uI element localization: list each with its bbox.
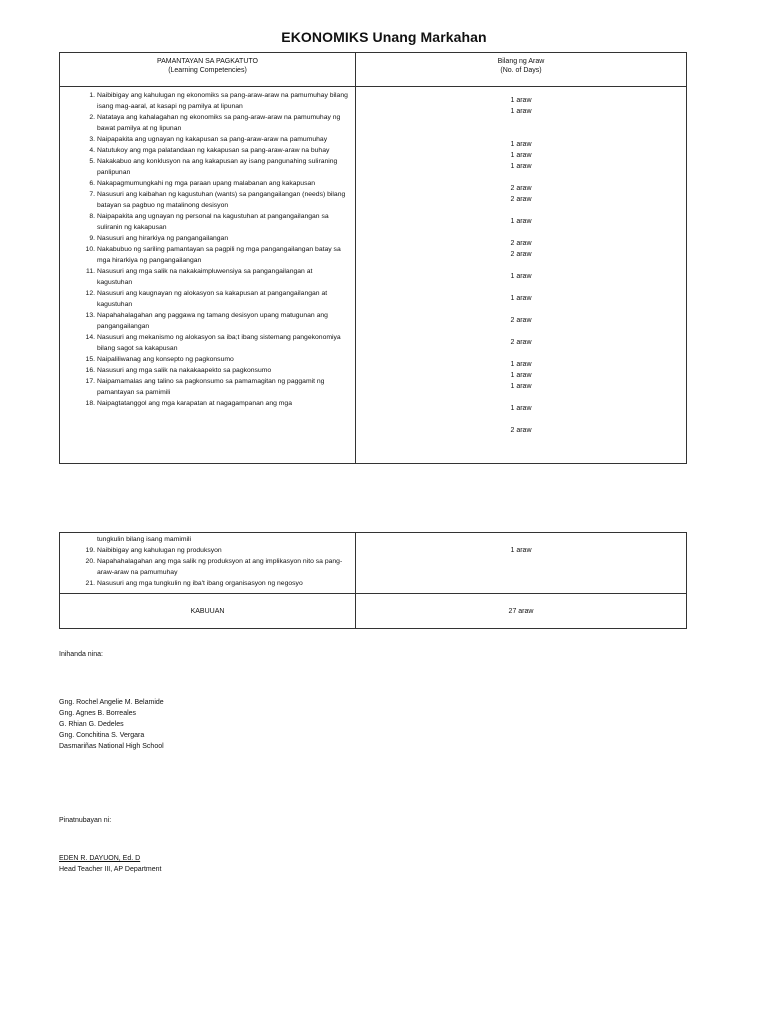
competencies-header-label: PAMANTAYAN SA PAGKATUTO bbox=[156, 58, 258, 65]
days-value: 1 araw bbox=[510, 141, 532, 148]
competency-item bbox=[60, 288, 355, 310]
competency-text: Nasusuri ang mekanismo ng alokasyon sa iba;t ibang sistemang pangekonomiya bilang sagot sa kakapusan bbox=[97, 334, 341, 352]
competencies-cell bbox=[60, 87, 356, 464]
preparers-list bbox=[59, 697, 164, 752]
days-value: 1 araw bbox=[510, 295, 532, 302]
prepared-label: Inihanda nina: bbox=[59, 651, 103, 658]
page-title: EKONOMIKS Unang Markahan bbox=[281, 29, 487, 45]
days-header-sub: (No. of Days) bbox=[500, 67, 542, 74]
competencies-header bbox=[60, 53, 356, 87]
competency-text: Nakakabuo ang konklusyon na ang kakapusan ay isang pangunahing suliraning panlipunan bbox=[97, 158, 338, 176]
competency-number: 1. bbox=[89, 92, 95, 99]
competency-text: Naipapakita ang ugnayan ng personal na kagustuhan at pangangailangan sa suliranin ng kakapusan bbox=[97, 213, 329, 231]
competency-item bbox=[60, 112, 355, 134]
days-header bbox=[356, 53, 687, 87]
days-value: 2 araw bbox=[510, 317, 532, 324]
days-value bbox=[356, 227, 686, 238]
competency-item bbox=[60, 578, 355, 589]
days-value bbox=[356, 348, 686, 359]
days-value bbox=[356, 128, 686, 139]
competency-number: 14. bbox=[85, 334, 95, 341]
preparer-name: G. Rhian G. Dedeles bbox=[59, 721, 124, 728]
competency-number: 3. bbox=[89, 136, 95, 143]
days-value bbox=[356, 172, 686, 183]
competency-text: Nakapagmumungkahi ng mga paraan upang malabanan ang kakapusan bbox=[97, 180, 316, 187]
days-value: 2 araw bbox=[510, 339, 532, 346]
competency-item bbox=[60, 534, 355, 545]
total-row bbox=[60, 594, 687, 629]
table-body-row bbox=[60, 87, 687, 464]
competencies-table-continued bbox=[59, 532, 687, 629]
days-value: 1 araw bbox=[510, 372, 532, 379]
competencies-table bbox=[59, 52, 687, 464]
competency-number: 19. bbox=[85, 547, 95, 554]
competency-text: Nakabubuo ng sariling pamantayan sa pagpili ng mga pangangailangan batay sa mga hirarkiya ng pangangailangan bbox=[97, 246, 341, 264]
competency-text: Nasusuri ang kaugnayan ng alokasyon sa kakapusan at pangangailangan at kagustuhan bbox=[97, 290, 328, 308]
days-value: 1 araw bbox=[510, 163, 532, 170]
competency-number: 13. bbox=[85, 312, 95, 319]
competency-number: 15. bbox=[85, 356, 95, 363]
competency-item bbox=[60, 365, 355, 376]
days-value: 1 araw bbox=[510, 97, 532, 104]
table-body-row bbox=[60, 533, 687, 594]
competency-number: 17. bbox=[85, 378, 95, 385]
competency-number: 6. bbox=[89, 180, 95, 187]
competency-number: 11. bbox=[86, 268, 95, 275]
total-label: KABUUAN bbox=[60, 594, 356, 629]
competency-item bbox=[60, 556, 355, 578]
preparer-name: Gng. Conchitina S. Vergara bbox=[59, 732, 145, 739]
competency-text: Naibibigay ang kahulugan ng ekonomiks sa pang-araw-araw na pamumuhay bilang isang mag-aaral, at kasapi ng pamilya at lipunan bbox=[97, 92, 348, 110]
competency-number: 5. bbox=[89, 158, 95, 165]
preparer-name: Gng. Agnes B. Borreales bbox=[59, 710, 137, 717]
days-list bbox=[356, 87, 686, 436]
competency-text: Napahahalagahan ang mga salik ng produksyon at ang implikasyon nito sa pang-araw-araw na pamumuhay bbox=[97, 558, 343, 576]
competency-number: 4. bbox=[89, 147, 95, 154]
days-value: 1 araw bbox=[510, 361, 532, 368]
competency-item bbox=[60, 90, 355, 112]
competency-item bbox=[60, 376, 355, 398]
competency-number: 2. bbox=[89, 114, 95, 121]
days-value: 1 araw bbox=[510, 152, 532, 159]
competency-text: Nasusuri ang hirarkiya ng pangangailangan bbox=[97, 235, 229, 242]
competency-text: Nasusuri ang mga salik na nakakaapekto sa pagkonsumo bbox=[97, 367, 272, 374]
competencies-list bbox=[60, 87, 355, 409]
days-value: 2 araw bbox=[510, 196, 532, 203]
days-value: 1 araw bbox=[510, 273, 532, 280]
competency-item bbox=[60, 189, 355, 211]
total-value: 27 araw bbox=[356, 594, 687, 629]
competency-item bbox=[60, 134, 355, 145]
days-value: 1 araw bbox=[510, 405, 532, 412]
competency-text: Nasusuri ang mga salik na nakakaimpluwensiya sa pangangailangan at kagustuhan bbox=[97, 268, 313, 286]
competency-item bbox=[60, 156, 355, 178]
competency-text: Naibibigay ang kahulugan ng produksyon bbox=[97, 547, 222, 554]
reviewed-label: Pinatnubayan ni: bbox=[59, 817, 112, 824]
competency-text: Natutukoy ang mga palatandaan ng kakapusan sa pang-araw-araw na buhay bbox=[97, 147, 330, 154]
competency-text: Napahahalagahan ang paggawa ng tamang desisyon upang matugunan ang pangangailangan bbox=[97, 312, 328, 330]
competency-item bbox=[60, 211, 355, 233]
days-value: 2 araw bbox=[510, 240, 532, 247]
days-value: 2 araw bbox=[510, 427, 532, 434]
days-value bbox=[356, 282, 686, 293]
competency-text: Naipagtatanggol ang mga karapatan at nagagampanan ang mga bbox=[97, 400, 292, 407]
reviewer-title: Head Teacher III, AP Department bbox=[59, 866, 162, 873]
competency-item bbox=[60, 545, 355, 556]
competency-item bbox=[60, 332, 355, 354]
competency-text: Nasusuri ang kaibahan ng kagustuhan (wants) sa pangangailangan (needs) bilang batayan sa pagbuo ng matalinong desisyon bbox=[97, 191, 346, 209]
competency-number: 7. bbox=[89, 191, 95, 198]
competency-text: tungkulin bilang isang mamimili bbox=[97, 536, 192, 543]
days-cell bbox=[356, 87, 687, 464]
days-value bbox=[356, 117, 686, 128]
competency-text: Natataya ang kahalagahan ng ekonomiks sa pang-araw-araw na pamumuhay ng bawat pamilya at ng lipunan bbox=[97, 114, 341, 132]
preparer-name: Dasmariñas National High School bbox=[59, 743, 164, 750]
days-value: 1 araw bbox=[510, 383, 532, 390]
competency-number: 8. bbox=[89, 213, 95, 220]
competency-item bbox=[60, 354, 355, 365]
table-header-row bbox=[60, 53, 687, 87]
competency-item bbox=[60, 266, 355, 288]
competencies-cell bbox=[60, 533, 356, 594]
competency-item bbox=[60, 145, 355, 156]
days-value bbox=[356, 260, 686, 271]
competency-number: 12. bbox=[85, 290, 95, 297]
competency-item bbox=[60, 244, 355, 266]
competencies-list bbox=[60, 533, 355, 589]
competencies-header-sub: (Learning Competencies) bbox=[168, 67, 247, 74]
days-value: 1 araw bbox=[510, 108, 532, 115]
days-value: 1 araw bbox=[510, 547, 532, 554]
days-value bbox=[356, 414, 686, 425]
days-value bbox=[356, 205, 686, 216]
days-cell bbox=[356, 533, 687, 594]
reviewer-name: EDEN R. DAYUON, Ed. D bbox=[59, 855, 141, 862]
competency-text: Naipapakita ang ugnayan ng kakapusan sa pang-araw-araw na pamumuhay bbox=[97, 136, 328, 143]
competency-item bbox=[60, 233, 355, 244]
days-value bbox=[356, 392, 686, 403]
days-value: 2 araw bbox=[510, 251, 532, 258]
competency-text: Naipaliliwanag ang konsepto ng pagkonsumo bbox=[97, 356, 234, 363]
competency-item bbox=[60, 178, 355, 189]
competency-number: 20. bbox=[85, 558, 95, 565]
competency-number: 9. bbox=[89, 235, 95, 242]
competency-text: Naipamamalas ang talino sa pagkonsumo sa pamamagitan ng paggamit ng pamantayan sa pamimili bbox=[97, 378, 325, 396]
competency-item bbox=[60, 398, 355, 409]
competency-number: 16. bbox=[85, 367, 95, 374]
preparer-name: Gng. Rochel Angelie M. Belamide bbox=[59, 699, 164, 706]
days-value bbox=[356, 304, 686, 315]
days-value: 2 araw bbox=[510, 185, 532, 192]
competency-number: 21. bbox=[85, 580, 95, 587]
days-header-label: Bilang ng Araw bbox=[497, 58, 545, 65]
days-value: 1 araw bbox=[510, 218, 532, 225]
competency-item bbox=[60, 310, 355, 332]
days-value bbox=[356, 326, 686, 337]
competency-number: 10. bbox=[85, 246, 95, 253]
competency-number: 18. bbox=[85, 400, 95, 407]
competency-text: Nasusuri ang mga tungkulin ng iba't ibang organisasyon ng negosyo bbox=[97, 580, 303, 587]
